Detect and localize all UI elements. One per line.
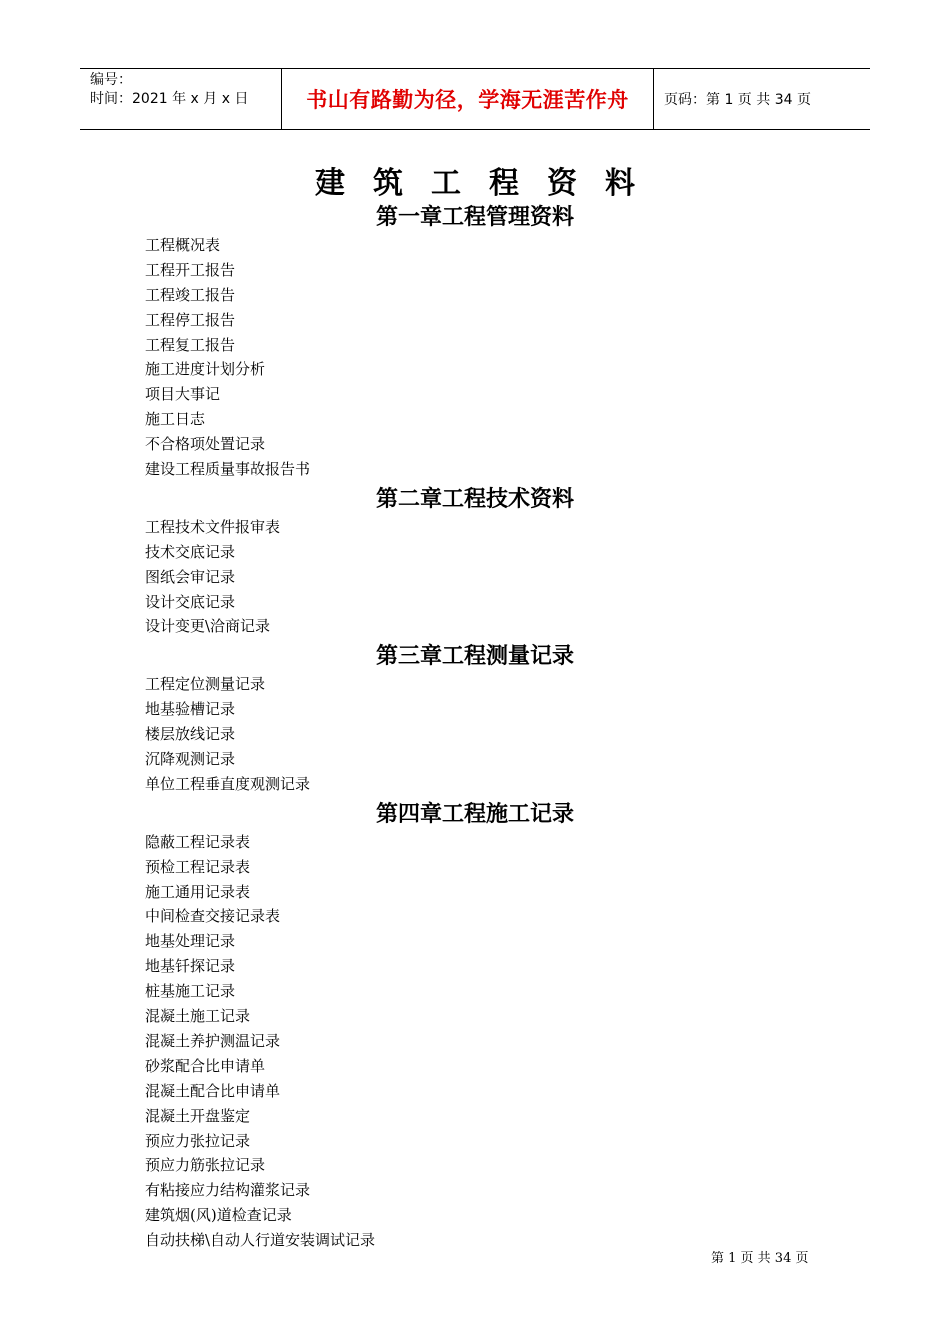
list-item: 工程概况表 [145, 236, 221, 254]
list-item: 不合格项处置记录 [145, 435, 266, 454]
list-item: 地基处理记录 [145, 932, 236, 951]
list-item: 自动扶梯\自动人行道安装调试记录 [145, 1231, 376, 1250]
list-item: 设计交底记录 [145, 592, 236, 611]
list-item: 砂浆配合比申请单 [145, 1056, 266, 1075]
list-item: 图纸会审记录 [145, 567, 236, 586]
list-item: 混凝土施工记录 [145, 1007, 251, 1026]
page-header [80, 68, 870, 130]
list-item: 单位工程垂直度观测记录 [145, 774, 311, 793]
list-item: 施工通用记录表 [145, 882, 251, 901]
chapter-title: 第一章工程管理资料 [375, 204, 574, 230]
list-item: 混凝土开盘鉴定 [145, 1106, 251, 1125]
list-item: 地基验槽记录 [145, 700, 236, 719]
list-item: 项目大事记 [145, 385, 221, 404]
list-item: 中间检查交接记录表 [145, 907, 281, 926]
list-item: 地基钎探记录 [145, 957, 236, 976]
chapter-section [0, 640, 950, 796]
list-item: 桩基施工记录 [145, 982, 236, 1001]
time-label: 时间：2021 年 x 月 x 日 [90, 91, 249, 107]
list-item: 隐蔽工程记录表 [145, 832, 251, 851]
header-page-cell [654, 69, 870, 129]
chapter-section [0, 201, 950, 482]
list-item: 工程停工报告 [145, 310, 236, 329]
motto-text: 书山有路勤为径，学海无涯苦作舟 [306, 88, 629, 112]
list-item: 技术交底记录 [145, 542, 236, 561]
list-item: 有粘接应力结构灌浆记录 [145, 1181, 311, 1200]
document-body [0, 200, 950, 1253]
list-item: 建设工程质量事故报告书 [145, 460, 311, 479]
list-item: 工程定位测量记录 [145, 675, 266, 694]
header-motto-cell [282, 69, 654, 129]
chapter-title: 第二章工程技术资料 [375, 485, 574, 512]
list-item: 沉降观测记录 [145, 750, 236, 769]
list-item: 预应力张拉记录 [145, 1131, 251, 1150]
chapter-section [0, 483, 950, 639]
number-label: 编号： [90, 72, 132, 88]
list-item: 混凝土养护测温记录 [145, 1031, 281, 1050]
document-title: 建筑工程资料 [315, 166, 663, 201]
list-item: 施工进度计划分析 [145, 360, 266, 379]
header-meta [80, 69, 282, 129]
list-item: 建筑烟(风)道检查记录 [145, 1206, 292, 1225]
list-item: 楼层放线记录 [145, 725, 236, 744]
list-item: 设计变更\洽商记录 [145, 617, 271, 636]
list-item: 混凝土配合比申请单 [145, 1081, 281, 1100]
chapter-section [0, 798, 950, 1253]
chapter-title: 第三章工程测量记录 [375, 643, 574, 670]
page-number-label: 页码：第 1 页 共 34 页 [664, 92, 811, 108]
list-item: 工程技术文件报审表 [145, 517, 281, 536]
page-footer: 第 1 页 共 34 页 [711, 1251, 809, 1266]
list-item: 工程竣工报告 [145, 285, 236, 304]
list-item: 工程复工报告 [145, 335, 236, 354]
list-item: 预检工程记录表 [145, 857, 251, 876]
list-item: 工程开工报告 [145, 260, 236, 279]
list-item: 施工日志 [145, 410, 206, 429]
list-item: 预应力筋张拉记录 [145, 1156, 266, 1175]
chapter-title: 第四章工程施工记录 [375, 800, 574, 827]
